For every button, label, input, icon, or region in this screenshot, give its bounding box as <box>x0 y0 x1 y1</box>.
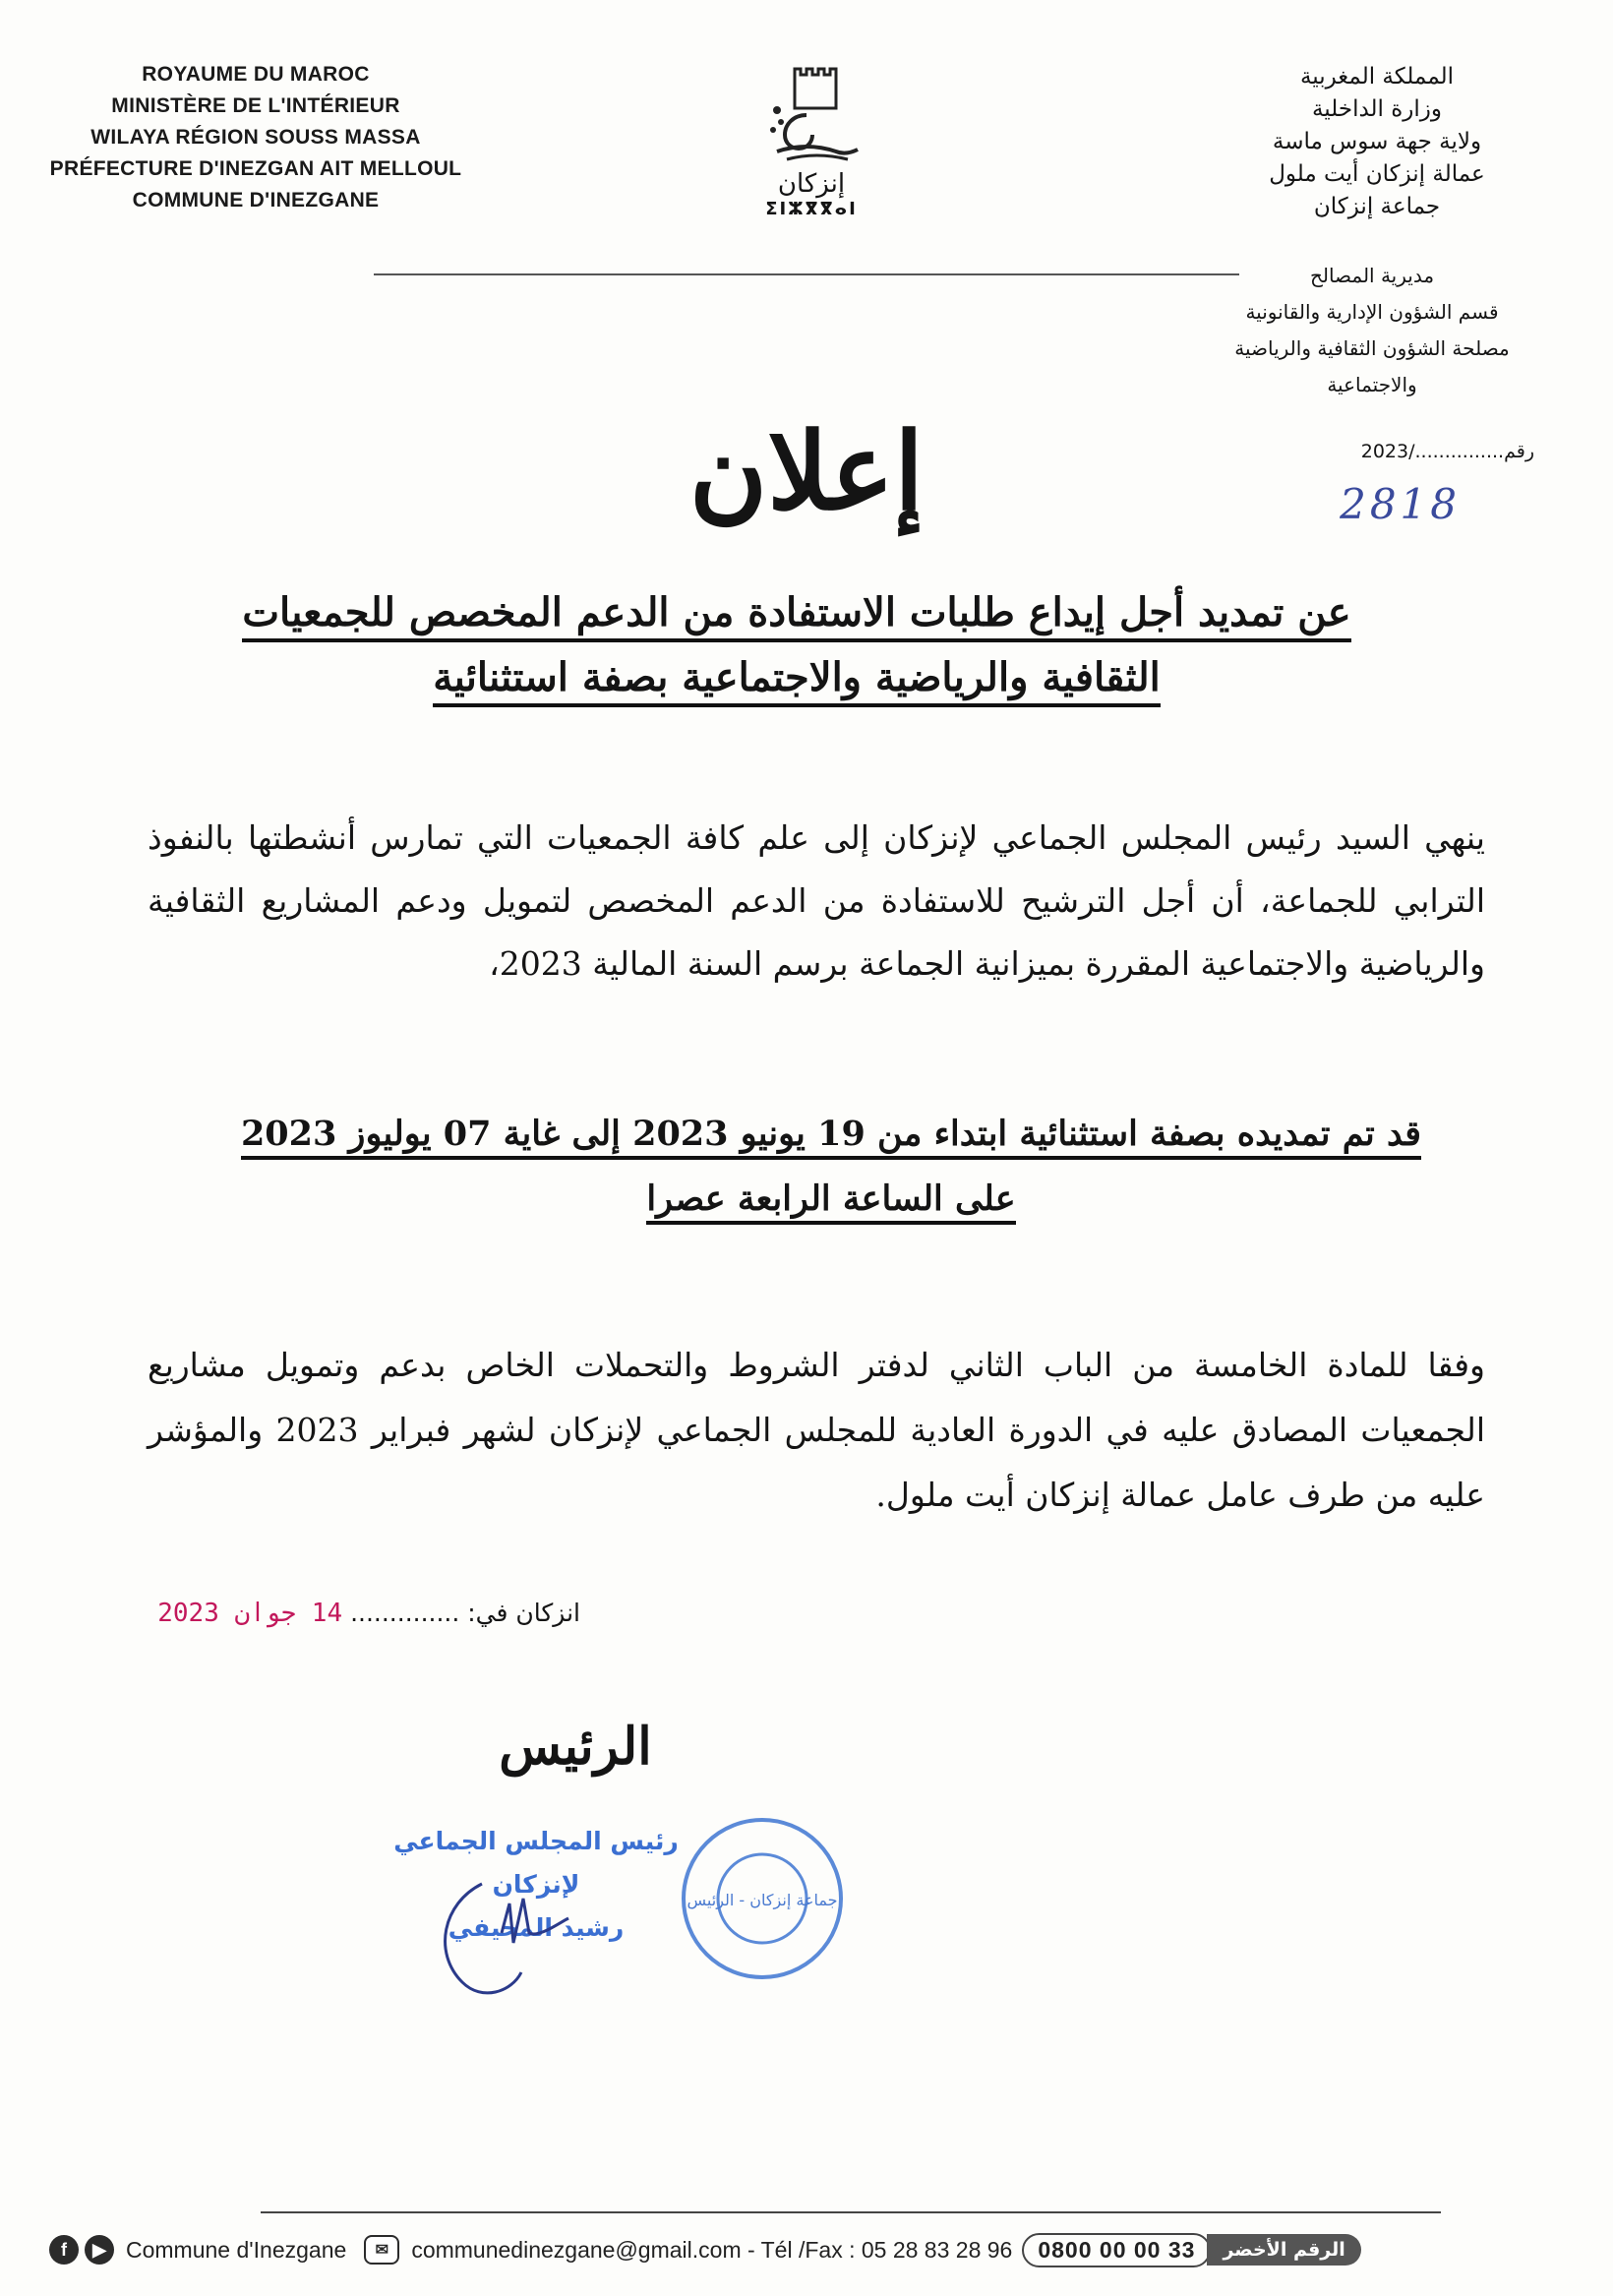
logo-arabic: إنزكان <box>777 169 846 199</box>
stamp-line: رئيس المجلس الجماعي <box>393 1827 679 1855</box>
header-ar-line: ولاية جهة سوس ماسة <box>1272 129 1482 154</box>
header-fr <box>39 59 472 216</box>
subtitle-line: عن تمديد أجل إيداع طلبات الاستفادة من الدعم المخصص للجمعيات <box>242 589 1350 642</box>
stamp-line: رشيد المحيفي <box>448 1913 625 1942</box>
header-fr-line: ROYAUME DU MAROC <box>142 63 370 86</box>
announcement-subtitle <box>148 580 1446 710</box>
seal-text: جماعة إنزكان - الرئيس <box>687 1891 838 1909</box>
footer <box>49 2225 1564 2274</box>
legal-paragraph: وفقا للمادة الخامسة من الباب الثاني لدفتر الشروط والتحملات الخاص بدعم وتمويل مشاريع الجمعيات المصادق عليه في الدورة العادية للمجلس الجماعي لإنزكان لشهر فبراير 2023 والمؤشر عليه من طرف عامل عمالة إنزكان أيت ملول. <box>148 1346 1486 1514</box>
green-number: 0800 00 00 33 <box>1022 2233 1211 2267</box>
department-line: مديرية المصالح <box>1309 264 1435 287</box>
header-ar-line: جماعة إنزكان <box>1313 194 1441 219</box>
department-line: قسم الشؤون الإدارية والقانونية <box>1245 300 1499 324</box>
place-label: انزكان في: .............. <box>350 1599 580 1627</box>
kasbah-logo-icon <box>757 61 866 169</box>
header-ar-line: عمالة إنزكان أيت ملول <box>1269 161 1485 187</box>
body-paragraph: ينهي السيد رئيس المجلس الجماعي لإنزكان إلى علم كافة الجمعيات التي تمارس أنشطتها بالنفوذ الترابي للجماعة، أن أجل الترشيح للاستفادة من الدعم المخصص لتمويل ودعم المشاريع الثقافية والرياضية والاجتماعية المقررة بميزانية الجماعة برسم السنة المالية 2023، <box>148 818 1485 983</box>
body-text <box>148 807 1485 996</box>
commune-logo <box>728 61 895 248</box>
reference-label: رقم.............../2023 <box>1360 441 1534 462</box>
header-ar-line: المملكة المغربية <box>1299 64 1455 90</box>
department-line: والاجتماعية <box>1327 373 1417 396</box>
logo-tifinagh: ⵉⵏⵣⴳⴳⴰⵏ <box>765 199 858 219</box>
mail-icon[interactable]: ✉ <box>364 2235 399 2265</box>
subtitle-line: الثقافية والرياضية والاجتماعية بصفة استثنائية <box>433 654 1161 707</box>
president-title: الرئيس <box>499 1717 652 1777</box>
footer-contact: communedinezgane@gmail.com - Tél /Fax : 05 28 83 28 96 <box>411 2236 1013 2263</box>
date-stamp: 14 جوان 2023 <box>157 1599 343 1628</box>
deadline-line: قد تم تمديده بصفة استثنائية ابتداء من 19 يونيو 2023 إلى غاية 07 يوليوز 2023 <box>241 1114 1421 1160</box>
youtube-icon[interactable]: ▶ <box>85 2235 114 2265</box>
header-fr-line: MINISTÈRE DE L'INTÉRIEUR <box>111 94 400 117</box>
footer-divider <box>261 2211 1441 2213</box>
department-line: مصلحة الشؤون الثقافية والرياضية <box>1234 336 1510 360</box>
header-fr-line: PRÉFECTURE D'INEZGAN AIT MELLOUL <box>49 157 462 180</box>
header-ar-department <box>1185 258 1559 403</box>
header-fr-line: WILAYA RÉGION SOUSS MASSA <box>90 126 421 149</box>
stamp-line: لإنزكان <box>492 1870 580 1899</box>
header-fr-line: COMMUNE D'INEZGANE <box>132 189 380 211</box>
handwritten-signature <box>423 1864 620 2002</box>
header-divider <box>374 273 1239 275</box>
reference-number: 2818 <box>1340 480 1461 528</box>
facebook-icon[interactable]: f <box>49 2235 79 2265</box>
announcement-title: إعلان <box>688 410 925 534</box>
header-ar-line: وزارة الداخلية <box>1311 96 1443 122</box>
official-seal <box>679 1815 846 1982</box>
header-ar <box>1190 61 1564 223</box>
deadline-time: على الساعة الرابعة عصرا <box>646 1178 1015 1225</box>
legal-reference <box>148 1333 1485 1528</box>
deadline-block <box>177 1102 1485 1232</box>
green-number-label: الرقم الأخضر <box>1207 2234 1360 2266</box>
place-date <box>128 1599 580 1628</box>
footer-commune: Commune d'Inezgane <box>126 2236 347 2263</box>
